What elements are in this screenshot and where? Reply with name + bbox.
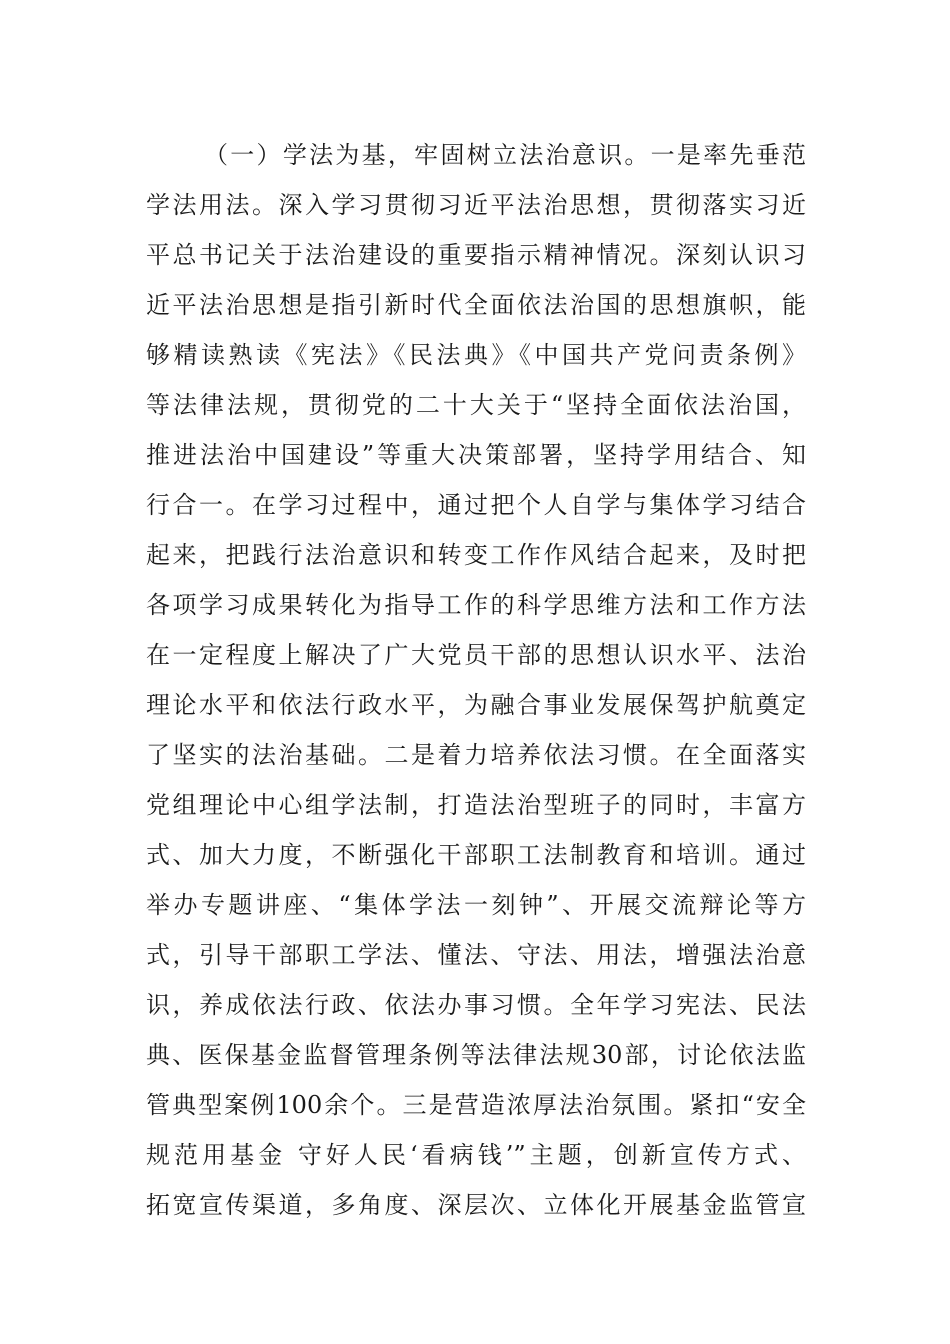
text-line: 近平法治思想是指引新时代全面依法治国的思想旗帜，能	[146, 291, 806, 319]
text-line: 式，引导干部职工学法、懂法、守法、用法，增强法治意	[146, 941, 806, 969]
text-line: 识，养成依法行政、依法办事习惯。全年学习宪法、民法	[146, 991, 806, 1019]
text-line: 起来，把践行法治意识和转变工作作风结合起来，及时把	[146, 541, 806, 569]
text-line: 拓宽宣传渠道，多角度、深层次、立体化开展基金监管宣	[146, 1191, 806, 1219]
text-line: 平总书记关于法治建设的重要指示精神情况。深刻认识习	[146, 241, 806, 269]
text-line: 了坚实的法治基础。二是着力培养依法习惯。在全面落实	[146, 741, 806, 769]
text-line: （一）学法为基，牢固树立法治意识。一是率先垂范	[204, 141, 806, 169]
text-line: 党组理论中心组学法制，打造法治型班子的同时，丰富方	[146, 791, 806, 819]
text-line: 举办专题讲座、“集体学法一刻钟”、开展交流辩论等方	[146, 891, 806, 919]
text-line: 理论水平和依法行政水平，为融合事业发展保驾护航奠定	[146, 691, 806, 719]
text-line: 等法律法规，贯彻党的二十大关于“坚持全面依法治国，	[146, 391, 806, 419]
text-line: 式、加大力度，不断强化干部职工法制教育和培训。通过	[146, 841, 806, 869]
body-paragraph	[146, 130, 806, 1230]
text-line: 在一定程度上解决了广大党员干部的思想认识水平、法治	[146, 641, 806, 669]
text-line: 推进法治中国建设”等重大决策部署，坚持学用结合、知	[146, 441, 806, 469]
text-line: 规范用基金 守好人民‘看病钱’”主题，创新宣传方式、	[146, 1141, 806, 1169]
text-line: 学法用法。深入学习贯彻习近平法治思想，贯彻落实习近	[146, 191, 806, 219]
text-line: 典、医保基金监督管理条例等法律法规30部，讨论依法监	[146, 1041, 806, 1069]
text-line: 各项学习成果转化为指导工作的科学思维方法和工作方法	[146, 591, 806, 619]
text-line: 行合一。在学习过程中，通过把个人自学与集体学习结合	[146, 491, 806, 519]
text-line: 够精读熟读《宪法》《民法典》《中国共产党问责条例》	[146, 341, 806, 369]
text-line: 管典型案例100余个。三是营造浓厚法治氛围。紧扣“安全	[146, 1091, 806, 1119]
